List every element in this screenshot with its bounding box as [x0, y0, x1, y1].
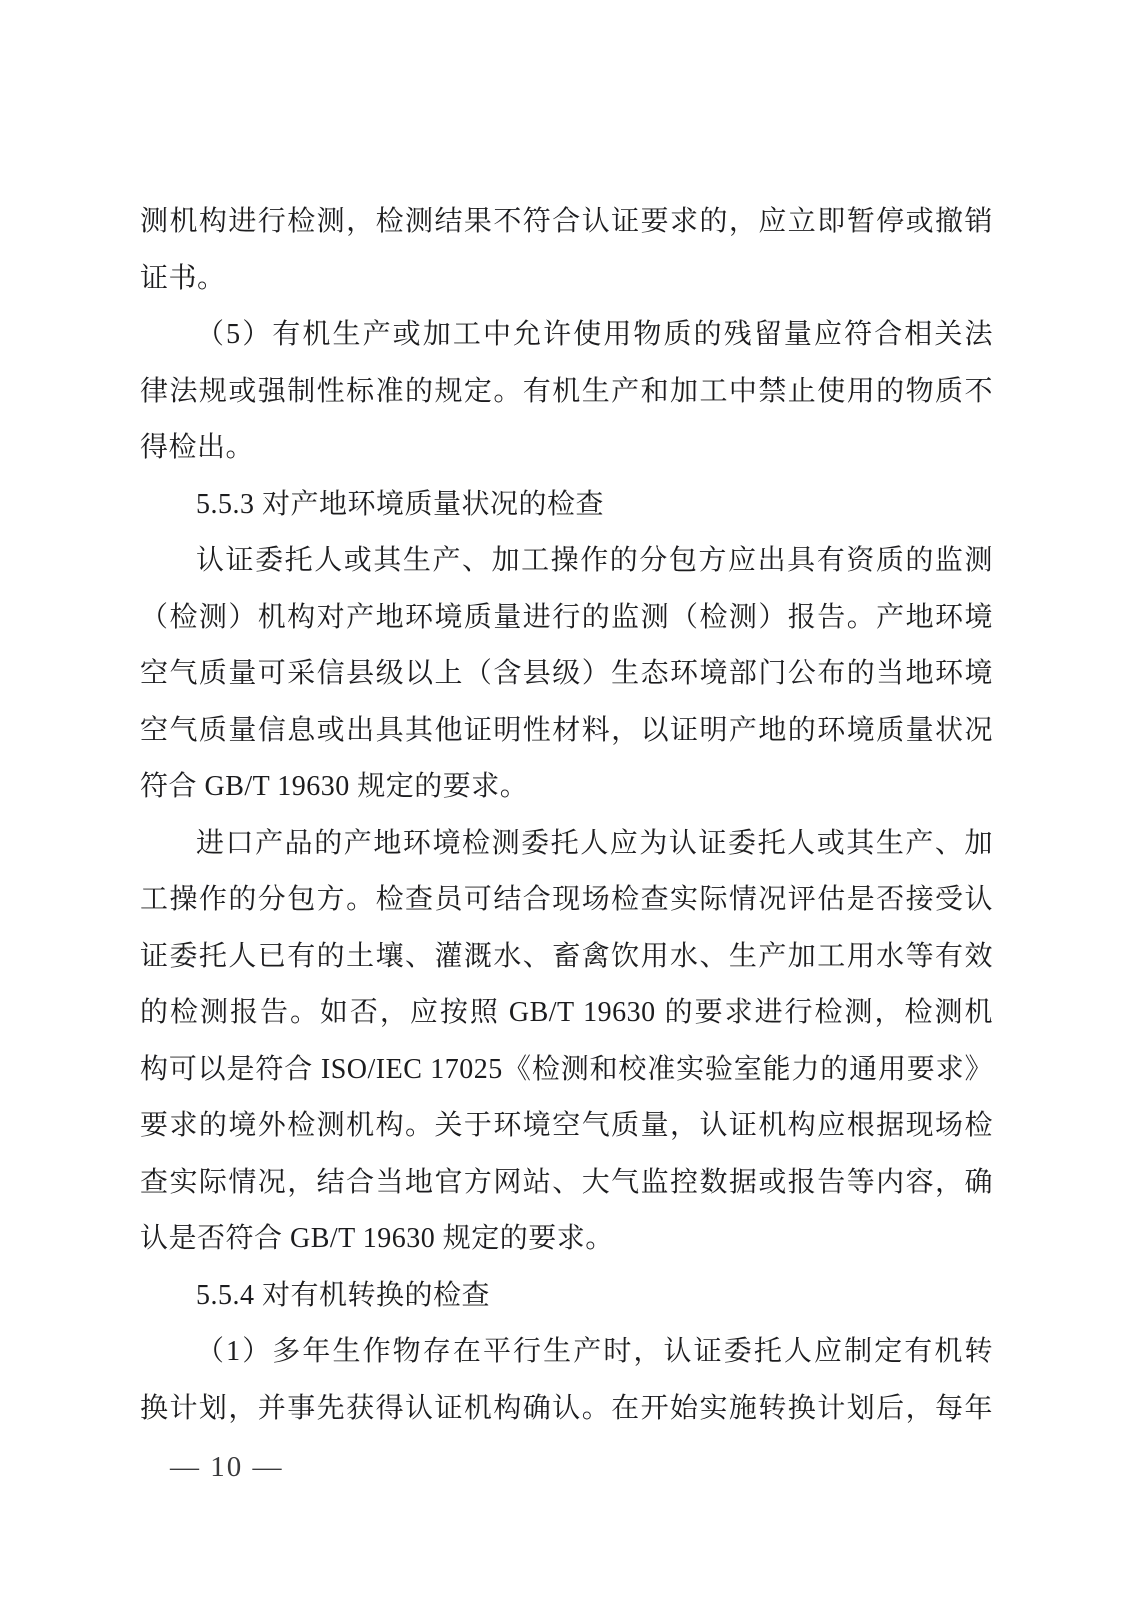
text-line: 要求的境外检测机构。关于环境空气质量，认证机构应根据现场检: [140, 1110, 993, 1141]
text-line: （1）多年生作物存在平行生产时，认证委托人应制定有机转: [196, 1336, 993, 1367]
text-line: （5）有机生产或加工中允许使用物质的残留量应符合相关法: [196, 319, 993, 350]
text-line: 工操作的分包方。检查员可结合现场检查实际情况评估是否接受认: [140, 884, 993, 915]
section-heading-5-5-3: 5.5.3 对产地环境质量状况的检查: [196, 488, 605, 520]
text-line: 进口产品的产地环境检测委托人应为认证委托人或其生产、加: [196, 827, 993, 859]
text-line: 得检出。: [140, 432, 255, 463]
text-line: （检测）机构对产地环境质量进行的监测（检测）报告。产地环境: [140, 601, 993, 633]
text-line: 认是否符合 GB/T 19630 规定的要求。: [140, 1223, 614, 1254]
text-line: 符合 GB/T 19630 规定的要求。: [140, 771, 529, 802]
page-number: — 10 —: [170, 1451, 284, 1483]
text-line: 证书。: [140, 262, 226, 294]
text-line: 证委托人已有的土壤、灌溉水、畜禽饮用水、生产加工用水等有效: [140, 940, 993, 972]
text-line: 换计划，并事先获得认证机构确认。在开始实施转换计划后，每年: [140, 1392, 993, 1424]
text-line: 认证委托人或其生产、加工操作的分包方应出具有资质的监测: [196, 545, 993, 576]
section-heading-5-5-4: 5.5.4 对有机转换的检查: [196, 1279, 491, 1311]
text-line: 测机构进行检测，检测结果不符合认证要求的，应立即暂停或撤销: [140, 206, 993, 237]
text-line: 空气质量信息或出具其他证明性材料，以证明产地的环境质量状况: [140, 714, 993, 746]
page-body: [140, 194, 993, 1437]
text-line: 空气质量可采信县级以上（含县级）生态环境部门公布的当地环境: [140, 658, 993, 689]
text-line: 的检测报告。如否，应按照 GB/T 19630 的要求进行检测，检测机: [140, 997, 993, 1028]
text-line: 查实际情况，结合当地官方网站、大气监控数据或报告等内容，确: [140, 1166, 993, 1198]
text-line: 构可以是符合 ISO/IEC 17025《检测和校准实验室能力的通用要求》: [140, 1053, 993, 1085]
text-line: 律法规或强制性标准的规定。有机生产和加工中禁止使用的物质不: [140, 375, 993, 407]
